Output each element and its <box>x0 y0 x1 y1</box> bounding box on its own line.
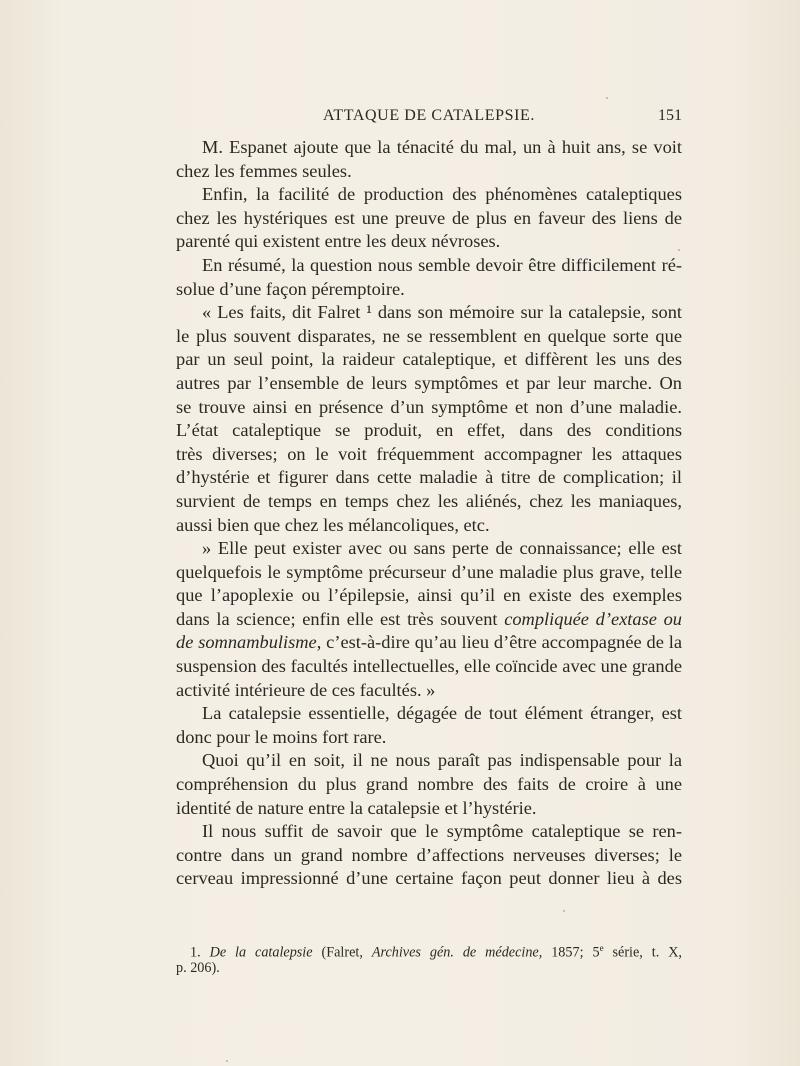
text-line: autres par l’ensemble de leurs symptômes et par leur marche. On <box>176 372 682 393</box>
text-line: suspension des facultés intellectuelles, elle coïncide avec une grande <box>176 656 682 677</box>
running-head: ATTAQUE DE CATALEPSIE. <box>323 107 535 124</box>
footnote-line: p. 206). <box>176 960 220 976</box>
text-line: L’état cataleptique se produit, en effet, dans des conditions <box>176 420 682 441</box>
page-header <box>176 103 682 129</box>
footnote-line: 1. De la catalepsie (Falret, Archives gén. de médecine, 1857; 5e série, t. X, <box>190 943 682 961</box>
text-line: donc pour le moins fort rare. <box>176 726 387 747</box>
footnote <box>176 938 682 978</box>
text-line: aussi bien que chez les mélancoliques, etc. <box>176 514 490 535</box>
text-line: d’hystérie et figurer dans cette maladie à titre de complication; il <box>176 467 682 488</box>
text-line: chez les hystériques est une preuve de plus en faveur des liens de <box>176 207 682 228</box>
text-line: La catalepsie essentielle, dégagée de tout élément étranger, est <box>202 703 682 724</box>
text-line: M. Espanet ajoute que la ténacité du mal, un à huit ans, se voit <box>202 137 682 157</box>
text-line: parenté qui existent entre les deux névroses. <box>176 231 501 252</box>
text-line: survient de temps en temps chez les aliénés, chez les maniaques, <box>176 490 682 511</box>
text-line: par un seul point, la raideur cataleptique, et diffèrent les uns des <box>176 349 682 370</box>
text-line: » Elle peut exister avec ou sans perte de connaissance; elle est <box>202 538 682 559</box>
text-line: « Les faits, dit Falret ¹ dans son mémoire sur la catalepsie, sont <box>202 302 682 323</box>
text-line: quelquefois le symptôme précurseur d’une maladie plus grave, telle <box>176 561 682 582</box>
page-number: 151 <box>658 107 682 124</box>
text-line: compréhension du plus grand nombre des faits de croire à une <box>176 774 682 795</box>
text-line: Enfin, la facilité de production des phénomènes cataleptiques <box>202 184 682 205</box>
body-text <box>176 136 682 891</box>
text-line: très diverses; on le voit fréquemment accompagner les attaques <box>176 443 682 464</box>
text-line: de somnambulisme, c’est-à-dire qu’au lieu d’être accompagnée de la <box>176 632 682 653</box>
text-line: le plus souvent disparates, ne se ressemblent en quelque sorte que <box>176 325 682 346</box>
text-line: En résumé, la question nous semble devoir être difficilement ré- <box>202 254 682 275</box>
text-line: cerveau impressionné d’une certaine façon peut donner lieu à des <box>176 868 682 889</box>
text-line: activité intérieure de ces facultés. » <box>176 679 436 700</box>
text-line: identité de nature entre la catalepsie et l’hystérie. <box>176 797 537 818</box>
text-line: Il nous suffit de savoir que le symptôme cataleptique se ren- <box>202 821 682 842</box>
text-line: se trouve ainsi en présence d’un symptôme et non d’une maladie. <box>176 396 682 417</box>
text-line: Quoi qu’il en soit, il ne nous paraît pas indispensable pour la <box>202 750 682 771</box>
text-line: solue d’une façon péremptoire. <box>176 278 405 299</box>
text-line: dans la science; enfin elle est très souvent compliquée d’extase ou <box>176 608 682 629</box>
text-line: contre dans un grand nombre d’affections nerveuses diverses; le <box>176 844 682 865</box>
text-line: que l’apoplexie ou l’épilepsie, ainsi qu’il en existe des exemples <box>176 585 682 606</box>
text-line: chez les femmes seules. <box>176 160 352 181</box>
